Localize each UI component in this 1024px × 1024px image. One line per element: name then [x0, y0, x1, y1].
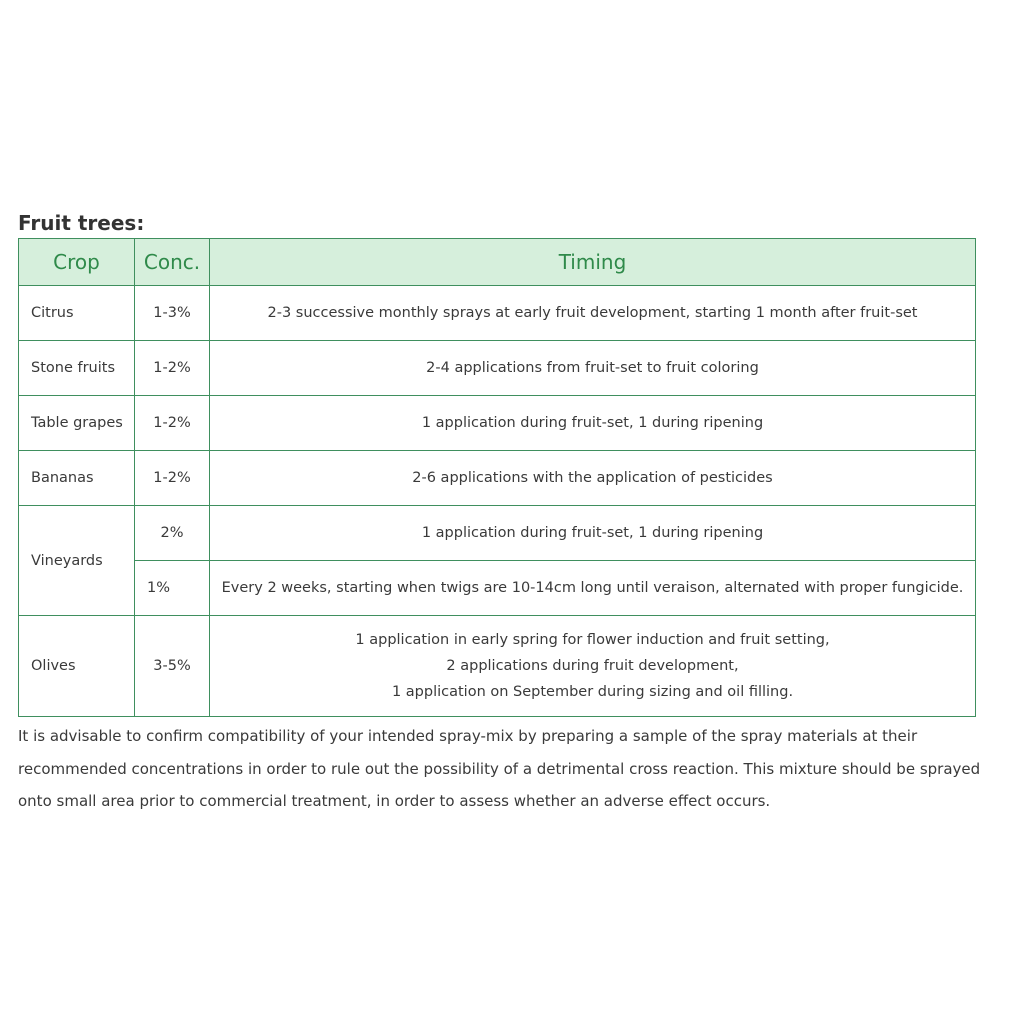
conc-cell: 1-3% — [135, 286, 210, 341]
crop-cell: Stone fruits — [19, 341, 135, 396]
timing-cell: Every 2 weeks, starting when twigs are 10-14cm long until veraison, alternated with proper fungicide. — [210, 561, 976, 616]
conc-cell: 1-2% — [135, 396, 210, 451]
table-row — [19, 451, 976, 506]
table-row — [19, 561, 976, 616]
table-row — [19, 396, 976, 451]
timing-line: 1 application in early spring for flower induction and fruit setting, — [355, 632, 830, 648]
header-conc: Conc. — [135, 239, 210, 286]
header-timing: Timing — [210, 239, 976, 286]
table-row — [19, 341, 976, 396]
timing-cell: 2-3 successive monthly sprays at early fruit development, starting 1 month after fruit-set — [210, 286, 976, 341]
crop-cell: Vineyards — [19, 506, 135, 616]
timing-cell: 2-6 applications with the application of pesticides — [210, 451, 976, 506]
timing-line: 2 applications during fruit development, — [446, 658, 739, 674]
crop-cell: Bananas — [19, 451, 135, 506]
table-row — [19, 506, 976, 561]
conc-cell: 2% — [135, 506, 210, 561]
timing-line: 1 application on September during sizing and oil filling. — [391, 684, 794, 700]
timing-cell: 2-4 applications from fruit-set to fruit coloring — [210, 341, 976, 396]
header-crop: Crop — [19, 239, 135, 286]
conc-cell: 1-2% — [135, 451, 210, 506]
table-row — [19, 616, 976, 717]
table-header-row — [19, 239, 976, 286]
timing-cell: 1 application during fruit-set, 1 during ripening — [210, 506, 976, 561]
timing-cell — [210, 616, 976, 717]
table-row — [19, 286, 976, 341]
fruit-trees-table — [18, 238, 976, 717]
timing-cell: 1 application during fruit-set, 1 during ripening — [210, 396, 976, 451]
compatibility-note: It is advisable to confirm compatibility of your intended spray-mix by preparing a sample of the spray materials at their recommended concentrations in order to rule out the possibility of a detrimental cross reaction. This mixture should be sprayed onto small area prior to commercial treatment, in order to assess whether an adverse effect occurs. — [18, 727, 981, 810]
crop-cell: Olives — [19, 616, 135, 717]
section-title: Fruit trees: — [18, 211, 145, 235]
crop-cell: Citrus — [19, 286, 135, 341]
conc-cell: 3-5% — [135, 616, 210, 717]
conc-cell: 1% — [135, 561, 210, 616]
conc-cell: 1-2% — [135, 341, 210, 396]
crop-cell: Table grapes — [19, 396, 135, 451]
